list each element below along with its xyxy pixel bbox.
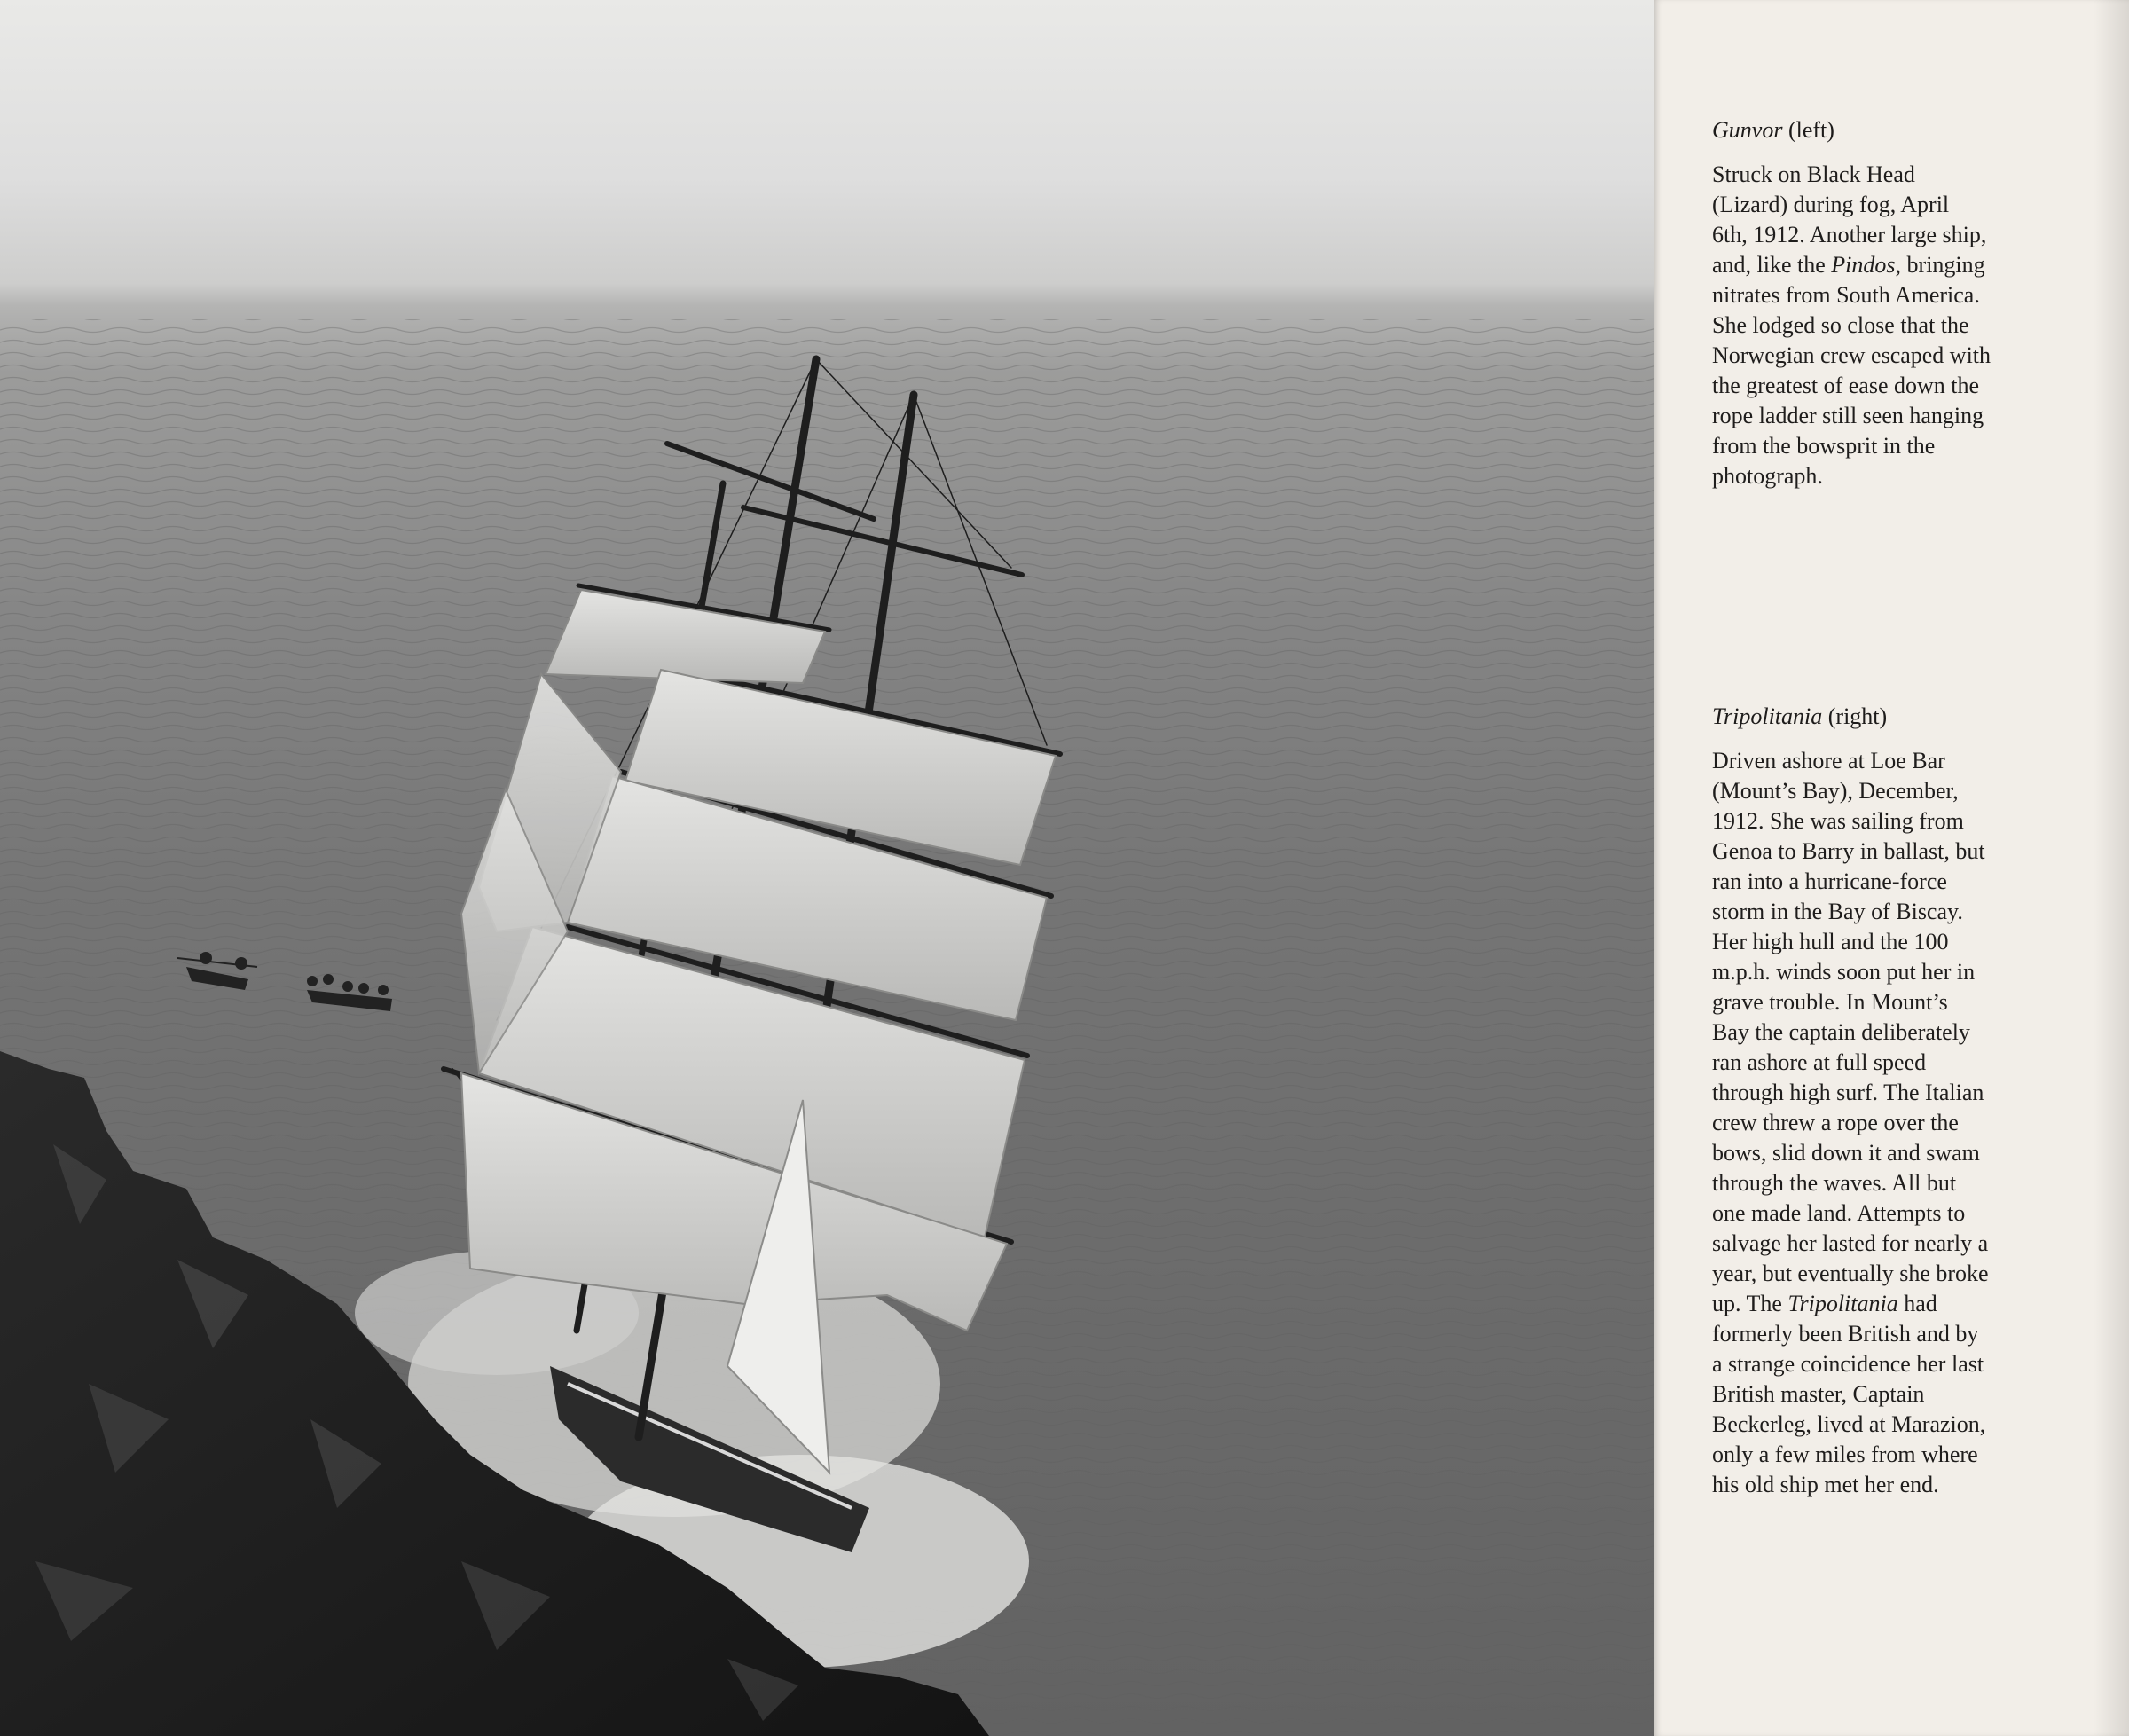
caption-text: from the bowsprit in the xyxy=(1712,433,1936,459)
caption-line xyxy=(1712,341,2085,371)
caption-line xyxy=(1712,1379,2085,1410)
caption-text: grave trouble. In Mount’s xyxy=(1712,989,1948,1015)
caption-text: Her high hull and the 100 xyxy=(1712,929,1949,954)
caption-line xyxy=(1712,160,2085,190)
caption-line xyxy=(1712,1229,2085,1259)
caption-text: bows, slid down it and swam xyxy=(1712,1140,1980,1166)
caption-text: Struck on Black Head xyxy=(1712,161,1915,187)
caption-line xyxy=(1712,220,2085,250)
caption-text: Driven ashore at Loe Bar xyxy=(1712,748,1945,774)
caption-text: British master, Captain xyxy=(1712,1381,1925,1407)
tripolitania-position: (right) xyxy=(1827,703,1888,729)
gunvor-heading xyxy=(1712,115,2085,145)
caption-text: salvage her lasted for nearly a xyxy=(1712,1230,1989,1256)
ship-name: Pindos xyxy=(1831,252,1896,278)
caption-text: crew threw a rope over the xyxy=(1712,1110,1959,1135)
caption-line xyxy=(1712,1048,2085,1078)
caption-text: Genoa to Barry in ballast, but xyxy=(1712,838,1985,864)
caption-line xyxy=(1712,401,2085,431)
caption-line xyxy=(1712,1168,2085,1198)
caption-line xyxy=(1712,746,2085,776)
caption-text: Beckerleg, lived at Marazion, xyxy=(1712,1411,1986,1437)
caption-line xyxy=(1712,280,2085,310)
caption-line xyxy=(1712,987,2085,1017)
caption-text: photograph. xyxy=(1712,463,1823,489)
caption-text: the greatest of ease down the xyxy=(1712,373,1980,398)
page-edge xyxy=(2094,0,2129,1736)
caption-line xyxy=(1712,371,2085,401)
caption-text: Bay the captain deliberately xyxy=(1712,1019,1970,1045)
caption-line xyxy=(1712,806,2085,837)
caption-line xyxy=(1712,431,2085,461)
caption-text: a strange coincidence her last xyxy=(1712,1351,1984,1377)
caption-text: and, like the xyxy=(1712,252,1832,278)
caption-line xyxy=(1712,927,2085,957)
gunvor-position: (left) xyxy=(1787,117,1834,143)
caption-text: , bringing xyxy=(1895,252,1985,278)
caption-line xyxy=(1712,776,2085,806)
caption-line xyxy=(1712,867,2085,897)
caption-line xyxy=(1712,1017,2085,1048)
caption-text: m.p.h. winds soon put her in xyxy=(1712,959,1976,985)
caption-text: one made land. Attempts to xyxy=(1712,1200,1966,1226)
caption-text: formerly been British and by xyxy=(1712,1321,1979,1347)
caption-text: Norwegian crew escaped with xyxy=(1712,342,1992,368)
ship-name: Tripolitania xyxy=(1787,1291,1898,1316)
caption-line xyxy=(1712,1259,2085,1289)
caption-text: 6th, 1912. Another large ship, xyxy=(1712,222,1987,247)
caption-line xyxy=(1712,190,2085,220)
caption-text: (Mount’s Bay), December, xyxy=(1712,778,1959,804)
gunvor-title: Gunvor xyxy=(1712,117,1783,143)
caption-text: rope ladder still seen hanging xyxy=(1712,403,1984,428)
caption-text: 1912. She was sailing from xyxy=(1712,808,1964,834)
caption-text: up. The xyxy=(1712,1291,1788,1316)
caption-text: storm in the Bay of Biscay. xyxy=(1712,899,1963,924)
caption-line xyxy=(1712,250,2085,280)
caption-line xyxy=(1712,1319,2085,1349)
caption-text: nitrates from South America. xyxy=(1712,282,1980,308)
caption-text: She lodged so close that the xyxy=(1712,312,1969,338)
caption-line xyxy=(1712,1470,2085,1500)
caption-line xyxy=(1712,1138,2085,1168)
caption-column xyxy=(1654,0,2129,1736)
caption-line xyxy=(1712,1440,2085,1470)
caption-text: year, but eventually she broke xyxy=(1712,1261,1989,1286)
caption-line xyxy=(1712,957,2085,987)
caption-line xyxy=(1712,1349,2085,1379)
caption-line xyxy=(1712,1410,2085,1440)
tripolitania-title: Tripolitania xyxy=(1712,703,1823,729)
caption-text: only a few miles from where xyxy=(1712,1441,1978,1467)
caption-text: through the waves. All but xyxy=(1712,1170,1957,1196)
caption-line xyxy=(1712,1198,2085,1229)
caption-text: (Lizard) during fog, April xyxy=(1712,192,1950,217)
tripolitania-caption xyxy=(1712,746,2085,1500)
caption-line xyxy=(1712,897,2085,927)
gunvor-caption xyxy=(1712,160,2085,491)
caption-text: ran ashore at full speed xyxy=(1712,1049,1927,1075)
tripolitania-heading xyxy=(1712,702,2085,732)
caption-text: ran into a hurricane-force xyxy=(1712,868,1947,894)
caption-text: through high surf. The Italian xyxy=(1712,1080,1984,1105)
caption-text: had xyxy=(1897,1291,1937,1316)
caption-line xyxy=(1712,837,2085,867)
caption-line xyxy=(1712,461,2085,491)
caption-line xyxy=(1712,1108,2085,1138)
caption-line xyxy=(1712,1289,2085,1319)
caption-line xyxy=(1712,1078,2085,1108)
caption-text: his old ship met her end. xyxy=(1712,1472,1939,1497)
caption-line xyxy=(1712,310,2085,341)
